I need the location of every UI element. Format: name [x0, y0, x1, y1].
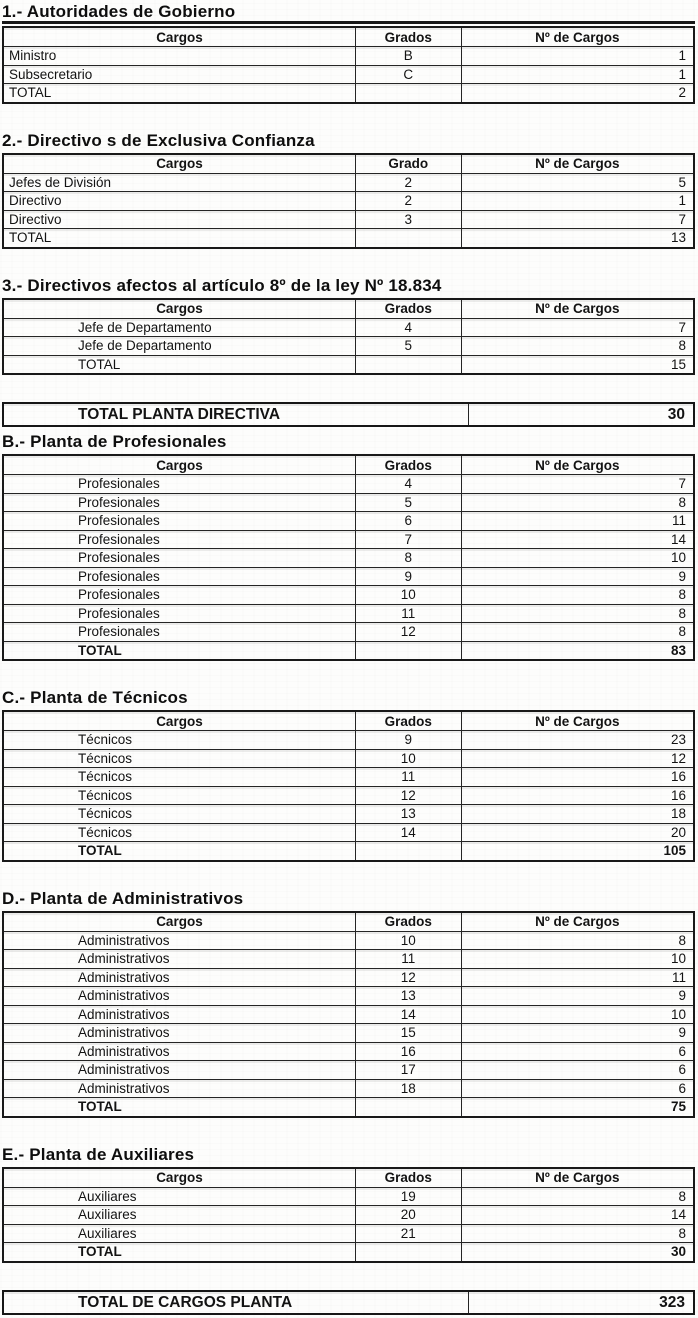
cargo-cell: Profesionales	[3, 549, 355, 568]
cargo-cell: Jefes de División	[3, 173, 355, 192]
cargo-cell: Administrativos	[3, 1061, 355, 1080]
table-row	[3, 47, 694, 66]
total-label-cell: TOTAL	[3, 355, 355, 374]
cargo-cell: Técnicos	[3, 749, 355, 768]
total-label-cell: TOTAL	[3, 229, 355, 248]
cargo-cell: Técnicos	[3, 805, 355, 824]
positions-table	[2, 153, 695, 249]
num-cargos-cell: 6	[461, 1079, 694, 1098]
grado-cell: 9	[355, 567, 461, 586]
grado-cell: 20	[355, 1206, 461, 1225]
column-header-num-cargos: Nº de Cargos	[461, 299, 694, 319]
table-row	[3, 192, 694, 211]
table-row	[3, 1206, 694, 1225]
total-label-cell: TOTAL	[3, 1098, 355, 1117]
table-row	[3, 318, 694, 337]
summary-value-cell: 30	[468, 403, 694, 426]
summary-row	[3, 1291, 694, 1314]
table-row	[3, 786, 694, 805]
header-row	[3, 1168, 694, 1188]
num-cargos-cell: 9	[461, 987, 694, 1006]
total-row	[3, 1243, 694, 1262]
section-block	[2, 1145, 695, 1263]
cargo-cell: Administrativos	[3, 987, 355, 1006]
cargo-cell: Subsecretario	[3, 65, 355, 84]
summary-table	[2, 402, 695, 427]
num-cargos-cell: 8	[461, 337, 694, 356]
num-cargos-cell: 7	[461, 475, 694, 494]
grado-cell: 8	[355, 549, 461, 568]
total-label-cell: TOTAL	[3, 84, 355, 103]
total-value-cell: 13	[461, 229, 694, 248]
num-cargos-cell: 12	[461, 749, 694, 768]
table-row	[3, 604, 694, 623]
section-heading: B.- Planta de Profesionales	[2, 432, 227, 451]
total-row	[3, 229, 694, 248]
grado-cell: 4	[355, 475, 461, 494]
cargo-cell: Profesionales	[3, 512, 355, 531]
num-cargos-cell: 11	[461, 512, 694, 531]
table-row	[3, 1187, 694, 1206]
grado-cell: 14	[355, 823, 461, 842]
total-grado-empty-cell	[355, 84, 461, 103]
total-grado-empty-cell	[355, 842, 461, 861]
section-heading: E.- Planta de Auxiliares	[2, 1144, 195, 1164]
num-cargos-cell: 16	[461, 768, 694, 787]
total-label-cell: TOTAL	[3, 641, 355, 660]
cargo-cell: Técnicos	[3, 768, 355, 787]
summary-label-cell: TOTAL DE CARGOS PLANTA	[3, 1291, 468, 1314]
section-block	[2, 889, 695, 1118]
section-block	[2, 131, 695, 249]
table-row	[3, 475, 694, 494]
cargo-cell: Auxiliares	[3, 1187, 355, 1206]
cargo-cell: Ministro	[3, 47, 355, 66]
total-row	[3, 84, 694, 103]
cargo-cell: Jefe de Departamento	[3, 337, 355, 356]
total-value-cell: 83	[461, 641, 694, 660]
summary-label-cell: TOTAL PLANTA DIRECTIVA	[3, 403, 468, 426]
table-row	[3, 65, 694, 84]
column-header-num-cargos: Nº de Cargos	[461, 154, 694, 174]
table-row	[3, 968, 694, 987]
total-grado-empty-cell	[355, 1098, 461, 1117]
table-row	[3, 623, 694, 642]
num-cargos-cell: 14	[461, 530, 694, 549]
total-grado-empty-cell	[355, 641, 461, 660]
column-header-num-cargos: Nº de Cargos	[461, 27, 694, 47]
section-heading: 2.- Directivo s de Exclusiva Confianza	[2, 130, 315, 150]
num-cargos-cell: 1	[461, 47, 694, 66]
num-cargos-cell: 6	[461, 1042, 694, 1061]
total-value-cell: 15	[461, 355, 694, 374]
summary-table	[2, 1290, 695, 1315]
column-header-cargos: Cargos	[3, 299, 355, 319]
table-row	[3, 823, 694, 842]
positions-table	[2, 454, 695, 661]
grado-cell: 19	[355, 1187, 461, 1206]
cargo-cell: Técnicos	[3, 731, 355, 750]
table-row	[3, 805, 694, 824]
grado-cell: 21	[355, 1224, 461, 1243]
column-header-cargos: Cargos	[3, 455, 355, 475]
cargo-cell: Profesionales	[3, 586, 355, 605]
cargo-cell: Auxiliares	[3, 1224, 355, 1243]
grado-cell: 5	[355, 337, 461, 356]
num-cargos-cell: 8	[461, 931, 694, 950]
column-header-grados: Grados	[355, 299, 461, 319]
grado-cell: 3	[355, 210, 461, 229]
table-row	[3, 493, 694, 512]
grado-cell: 11	[355, 950, 461, 969]
cargo-cell: Profesionales	[3, 567, 355, 586]
grado-cell: 13	[355, 805, 461, 824]
cargo-cell: Profesionales	[3, 604, 355, 623]
grado-cell: 16	[355, 1042, 461, 1061]
total-label-cell: TOTAL	[3, 842, 355, 861]
grado-cell: 9	[355, 731, 461, 750]
table-row	[3, 210, 694, 229]
grado-cell: 11	[355, 768, 461, 787]
total-label-cell: TOTAL	[3, 1243, 355, 1262]
grado-cell: 10	[355, 586, 461, 605]
column-header-grados: Grados	[355, 912, 461, 932]
num-cargos-cell: 8	[461, 1187, 694, 1206]
num-cargos-cell: 20	[461, 823, 694, 842]
cargo-cell: Administrativos	[3, 968, 355, 987]
cargo-cell: Profesionales	[3, 493, 355, 512]
cargo-cell: Profesionales	[3, 623, 355, 642]
grado-cell: 4	[355, 318, 461, 337]
table-row	[3, 530, 694, 549]
num-cargos-cell: 10	[461, 549, 694, 568]
num-cargos-cell: 9	[461, 567, 694, 586]
grado-cell: B	[355, 47, 461, 66]
section-heading: 3.- Directivos afectos al artículo 8º de la ley Nº 18.834	[2, 275, 442, 295]
section-heading: 1.- Autoridades de Gobierno	[2, 2, 695, 24]
section-block	[2, 2, 695, 104]
column-header-grados: Grados	[355, 27, 461, 47]
total-row	[3, 355, 694, 374]
grado-cell: 5	[355, 493, 461, 512]
grado-cell: C	[355, 65, 461, 84]
table-row	[3, 931, 694, 950]
column-header-grados: Grado	[355, 154, 461, 174]
total-value-cell: 30	[461, 1243, 694, 1262]
column-header-cargos: Cargos	[3, 912, 355, 932]
section-block	[2, 688, 695, 862]
num-cargos-cell: 18	[461, 805, 694, 824]
grado-cell: 17	[355, 1061, 461, 1080]
num-cargos-cell: 5	[461, 173, 694, 192]
num-cargos-cell: 8	[461, 586, 694, 605]
num-cargos-cell: 8	[461, 1224, 694, 1243]
grado-cell: 2	[355, 192, 461, 211]
cargo-cell: Administrativos	[3, 950, 355, 969]
table-row	[3, 1079, 694, 1098]
grado-cell: 10	[355, 749, 461, 768]
cargo-cell: Administrativos	[3, 1005, 355, 1024]
header-row	[3, 455, 694, 475]
num-cargos-cell: 1	[461, 65, 694, 84]
grado-cell: 7	[355, 530, 461, 549]
num-cargos-cell: 14	[461, 1206, 694, 1225]
table-row	[3, 950, 694, 969]
cargo-cell: Técnicos	[3, 823, 355, 842]
total-row	[3, 1098, 694, 1117]
num-cargos-cell: 16	[461, 786, 694, 805]
table-row	[3, 1061, 694, 1080]
num-cargos-cell: 8	[461, 623, 694, 642]
summary-value-cell: 323	[468, 1291, 694, 1314]
column-header-num-cargos: Nº de Cargos	[461, 711, 694, 731]
section-heading: C.- Planta de Técnicos	[2, 688, 188, 707]
grado-cell: 18	[355, 1079, 461, 1098]
cargo-cell: Profesionales	[3, 475, 355, 494]
grado-cell: 15	[355, 1024, 461, 1043]
table-row	[3, 731, 694, 750]
num-cargos-cell: 6	[461, 1061, 694, 1080]
positions-table	[2, 1167, 695, 1263]
num-cargos-cell: 7	[461, 210, 694, 229]
column-header-cargos: Cargos	[3, 1168, 355, 1188]
table-row	[3, 1024, 694, 1043]
table-row	[3, 749, 694, 768]
num-cargos-cell: 8	[461, 604, 694, 623]
table-row	[3, 1005, 694, 1024]
column-header-num-cargos: Nº de Cargos	[461, 912, 694, 932]
table-row	[3, 337, 694, 356]
grado-cell: 14	[355, 1005, 461, 1024]
column-header-grados: Grados	[355, 455, 461, 475]
table-row	[3, 1042, 694, 1061]
grado-cell: 12	[355, 786, 461, 805]
cargo-cell: Administrativos	[3, 1024, 355, 1043]
column-header-cargos: Cargos	[3, 154, 355, 174]
cargo-cell: Auxiliares	[3, 1206, 355, 1225]
table-row	[3, 567, 694, 586]
cargo-cell: Administrativos	[3, 931, 355, 950]
total-value-cell: 105	[461, 842, 694, 861]
header-row	[3, 154, 694, 174]
table-row	[3, 1224, 694, 1243]
total-grado-empty-cell	[355, 355, 461, 374]
total-value-cell: 75	[461, 1098, 694, 1117]
grado-cell: 6	[355, 512, 461, 531]
positions-table	[2, 710, 695, 862]
cargo-cell: Administrativos	[3, 1079, 355, 1098]
grado-cell: 11	[355, 604, 461, 623]
cargo-cell: Jefe de Departamento	[3, 318, 355, 337]
section-heading: D.- Planta de Administrativos	[2, 888, 244, 908]
table-row	[3, 512, 694, 531]
column-header-grados: Grados	[355, 1168, 461, 1188]
header-row	[3, 299, 694, 319]
column-header-num-cargos: Nº de Cargos	[461, 1168, 694, 1188]
grado-cell: 12	[355, 623, 461, 642]
summary-total-band	[2, 402, 695, 427]
num-cargos-cell: 8	[461, 493, 694, 512]
header-row	[3, 27, 694, 47]
cargo-cell: Directivo	[3, 210, 355, 229]
total-row	[3, 842, 694, 861]
section-block	[2, 276, 695, 376]
column-header-grados: Grados	[355, 711, 461, 731]
cargo-cell: Directivo	[3, 192, 355, 211]
positions-table	[2, 298, 695, 376]
num-cargos-cell: 23	[461, 731, 694, 750]
num-cargos-cell: 10	[461, 1005, 694, 1024]
total-grado-empty-cell	[355, 229, 461, 248]
num-cargos-cell: 7	[461, 318, 694, 337]
table-row	[3, 549, 694, 568]
num-cargos-cell: 1	[461, 192, 694, 211]
positions-table	[2, 26, 695, 104]
column-header-cargos: Cargos	[3, 27, 355, 47]
column-header-cargos: Cargos	[3, 711, 355, 731]
grado-cell: 2	[355, 173, 461, 192]
table-row	[3, 768, 694, 787]
summary-total-band	[2, 1290, 695, 1315]
positions-table	[2, 911, 695, 1118]
grado-cell: 12	[355, 968, 461, 987]
header-row	[3, 711, 694, 731]
num-cargos-cell: 11	[461, 968, 694, 987]
total-value-cell: 2	[461, 84, 694, 103]
num-cargos-cell: 9	[461, 1024, 694, 1043]
header-row	[3, 912, 694, 932]
table-row	[3, 586, 694, 605]
cargo-cell: Profesionales	[3, 530, 355, 549]
cargo-cell: Administrativos	[3, 1042, 355, 1061]
num-cargos-cell: 10	[461, 950, 694, 969]
table-row	[3, 173, 694, 192]
column-header-num-cargos: Nº de Cargos	[461, 455, 694, 475]
total-row	[3, 641, 694, 660]
summary-row	[3, 403, 694, 426]
cargo-cell: Técnicos	[3, 786, 355, 805]
total-grado-empty-cell	[355, 1243, 461, 1262]
table-row	[3, 987, 694, 1006]
grado-cell: 13	[355, 987, 461, 1006]
grado-cell: 10	[355, 931, 461, 950]
section-block	[2, 432, 695, 661]
